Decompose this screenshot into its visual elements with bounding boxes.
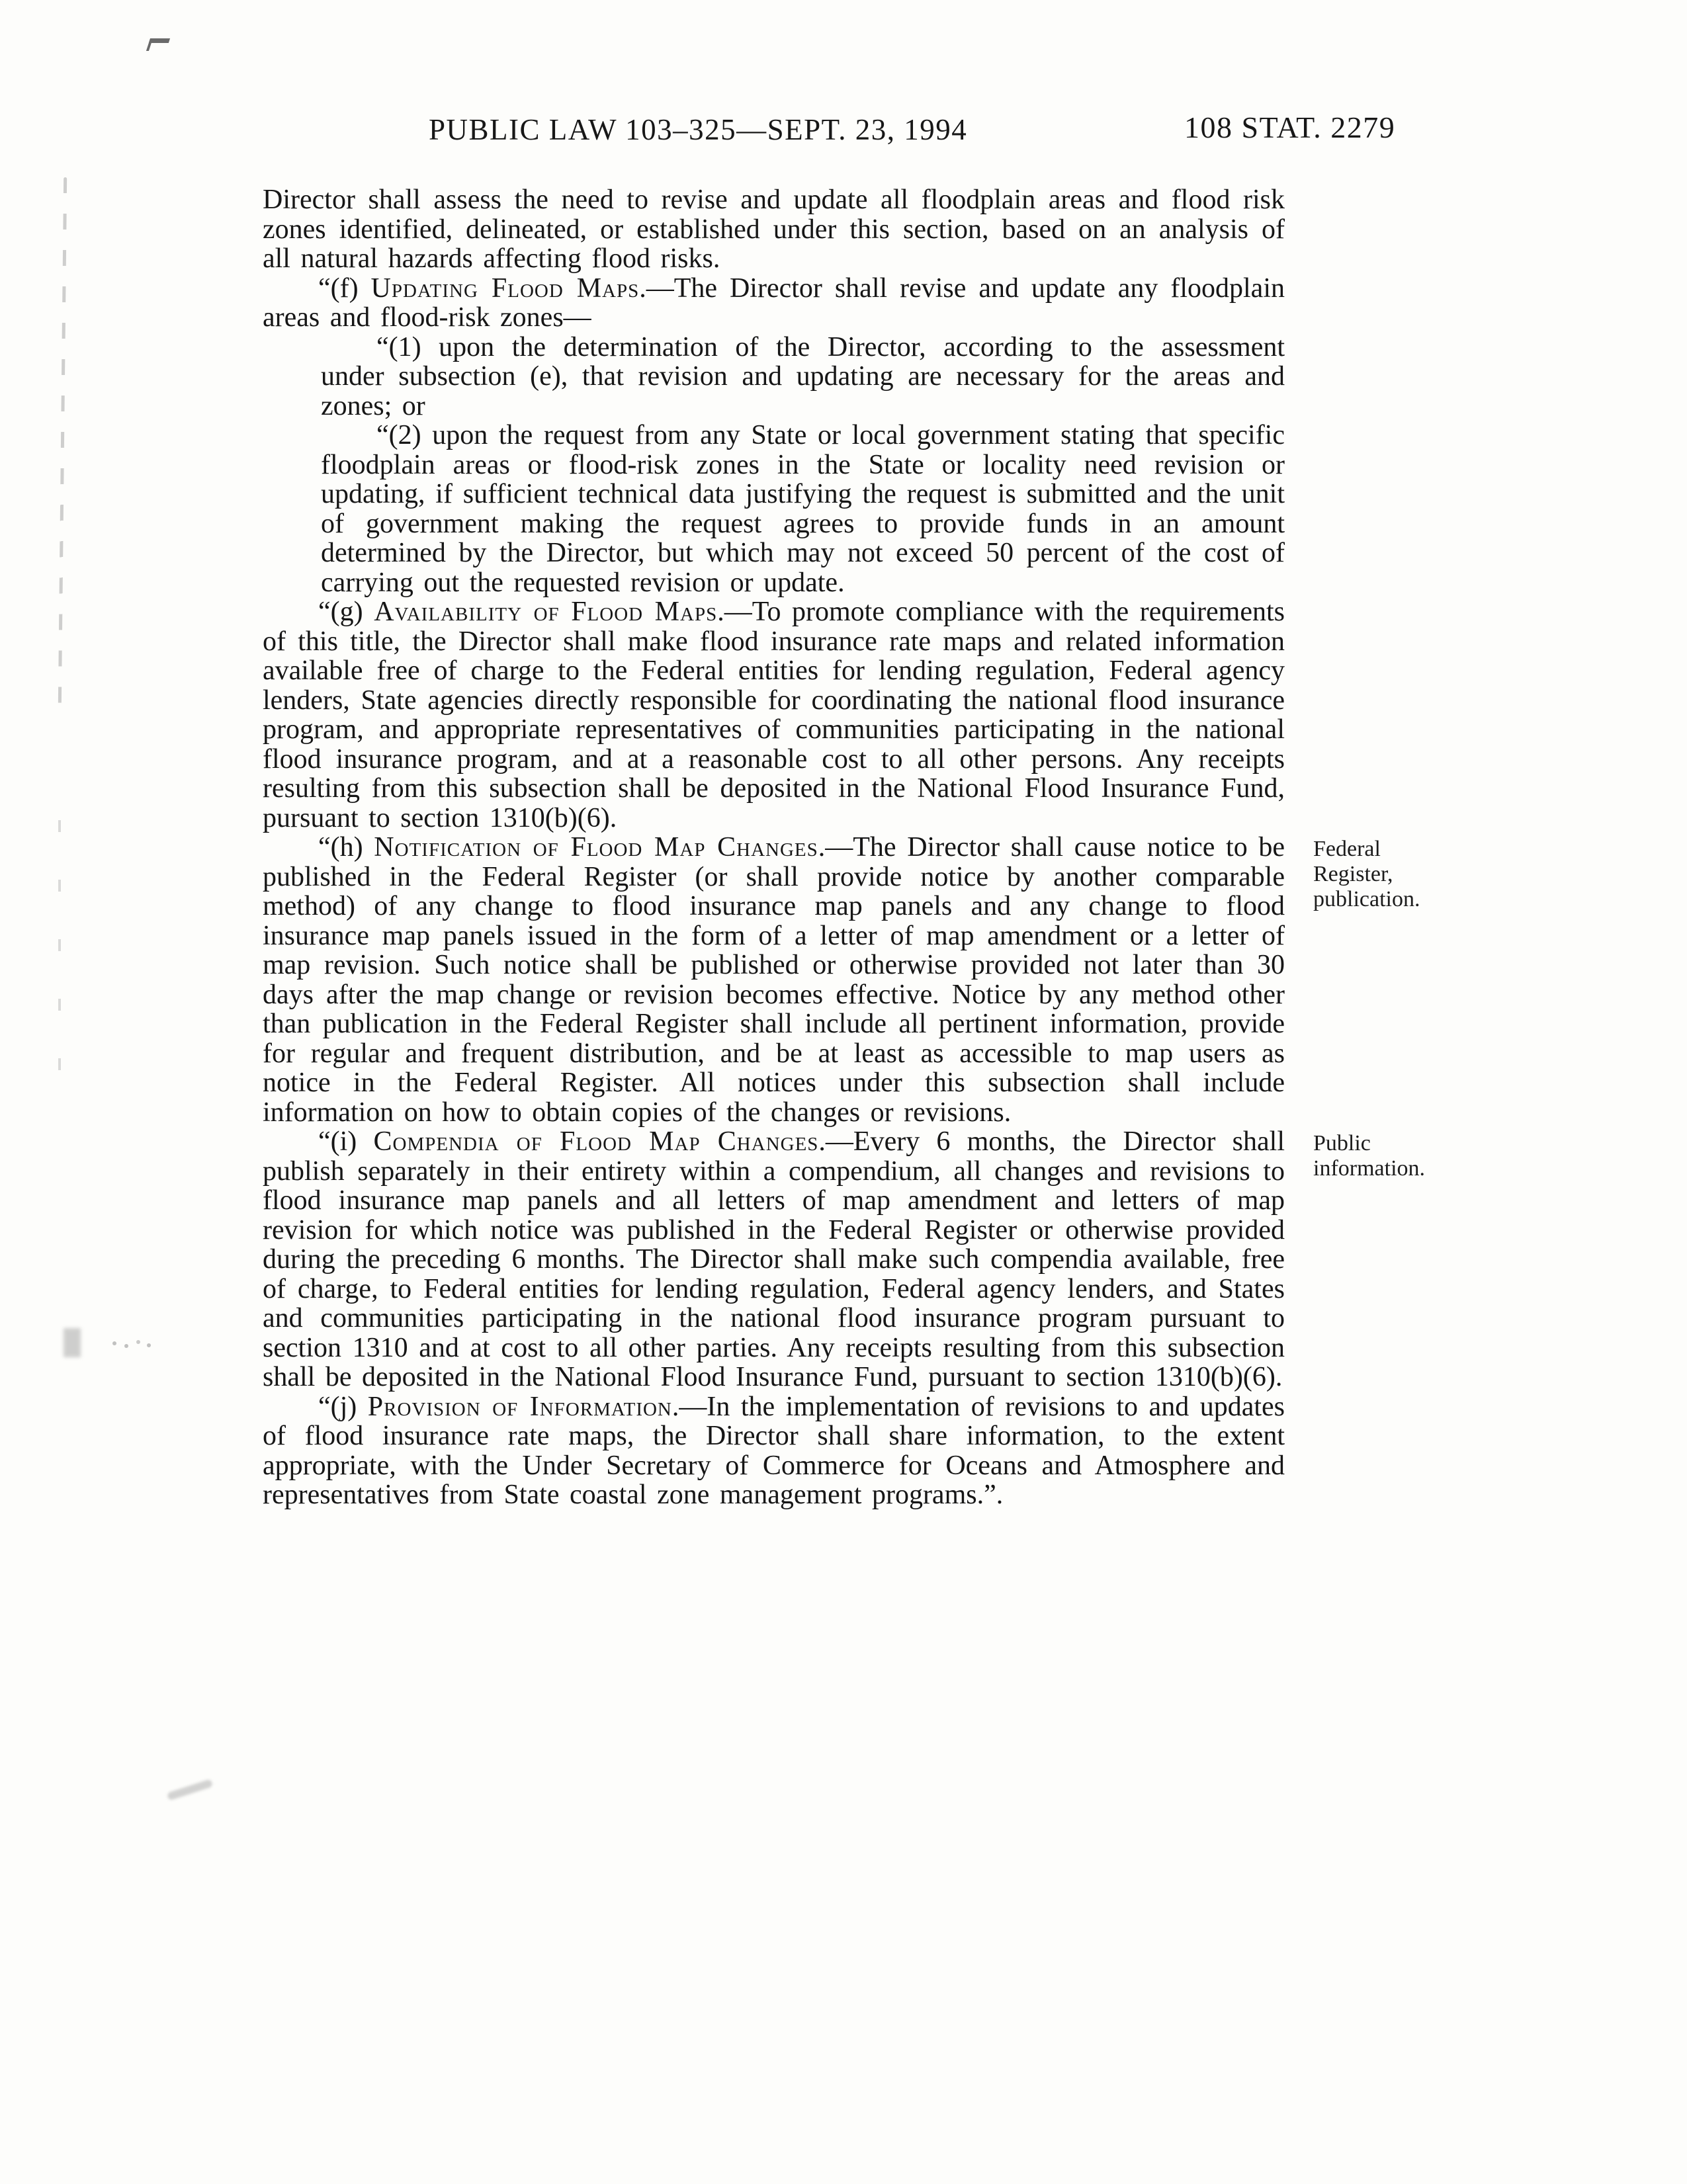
subsection-label: “(h): [318, 832, 374, 862]
running-header-stat: 108 STAT. 2279: [1184, 110, 1396, 144]
scan-artifact-corner-mark: [146, 38, 170, 51]
scan-artifact-pencil-mark: [167, 1779, 213, 1800]
subsection-text: .—The Director shall cause notice to be published in the Federal Register (or shall provide notice by another comparable method) of any change to flood insurance map panels and any change to flood insurance map panels issued in the form of a letter of map amendment or a letter of map revision. Such notice shall be published or otherwise provided not later than 30 days after the map change or revision becomes effective. Notice by any method other than publication in the Federal Register shall include all pertinent information, provide for regular and frequent distribution, and be at least as accessible to map users as notice in the Federal Register. All notices under this subsection shall include information on how to obtain copies of the changes or revisions.: [263, 832, 1285, 1128]
subsection-heading: Notification of Flood Map Changes: [374, 832, 818, 862]
statute-text: [263, 185, 1426, 1510]
subsection-heading: Updating Flood Maps: [370, 273, 640, 304]
clause-text: “(1) upon the determination of the Director, according to the assessment under subsection (e), that revision and updating are necessary for the areas and zones; or: [321, 331, 1285, 421]
paragraph-clause-2: [321, 421, 1285, 597]
subsection-text: .—Every 6 months, the Director shall publish separately in their entirety within a compendium, all changes and revisions to flood insurance map panels and all letters of map amendment and letters of map revision for which notice was published in the Federal Register or otherwise provided during the preceding 6 months. The Director shall make such compendia available, free of charge, to Federal entities for lending regulation, Federal agency lenders, and States and communities participating in the national flood insurance program pursuant to section 1310 and at cost to all other parties. Any receipts resulting from this subsection shall be deposited in the National Flood Insurance Fund, pursuant to section 1310(b)(6).: [263, 1126, 1285, 1392]
paragraph-subsection-j: [263, 1392, 1285, 1510]
paragraph-subsection-f: [263, 274, 1285, 333]
subsection-text: .—In the implementation of revisions to and updates of flood insurance rate maps, the Director shall share information, to the extent appropriate, with the Under Secretary of Commerce for Oceans and Atmosphere and representatives from State coastal zone management programs.”.: [263, 1391, 1285, 1510]
scan-artifact-left-margin: [58, 177, 67, 706]
margin-note-public-information: Public information.: [1313, 1131, 1426, 1181]
subsection-heading: Provision of Information: [367, 1391, 672, 1422]
scan-artifact-left-margin-lower: [58, 820, 61, 1098]
clause-text: “(2) upon the request from any State or local government stating that specific floodplain areas or flood-risk zones in the State or locality need revision or updating, if sufficient technical data justifying the request is submitted and the unit of government making the request agrees to provide funds in an amount determined by the Director, but which may not exceed 50 percent of the cost of carrying out the requested revision or update.: [321, 420, 1285, 598]
subsection-label: “(j): [318, 1391, 368, 1422]
running-header-title: PUBLIC LAW 103–325—SEPT. 23, 1994: [429, 113, 968, 146]
paragraph-text: Director shall assess the need to revise and update all floodplain areas and flood risk zones identified, delineated, or established under this section, based on an analysis of all natural hazards affecting flood risks.: [263, 185, 1285, 274]
subsection-label: “(g): [318, 597, 374, 627]
paragraph-clause-1: [321, 333, 1285, 421]
paragraph-subsection-h: [263, 832, 1420, 1128]
subsection-text: .—The Director shall revise and update any floodplain areas and flood-risk zones—: [263, 273, 1285, 333]
subsection-label: “(f): [318, 273, 371, 304]
subsection-text: .—To promote compliance with the requirements of this title, the Director shall make flood insurance rate maps and related information available free of charge to the Federal entities for lending regulation, Federal agency lenders, State agencies directly responsible for coordinating the national flood insurance program, and appropriate representatives of communities participating in the national flood insurance program, and at a reasonable cost to all other persons. Any receipts resulting from this subsection shall be deposited in the National Flood Insurance Fund, pursuant to section 1310(b)(6).: [263, 597, 1285, 833]
scan-artifact-dots: [112, 1341, 116, 1345]
subsection-heading: Compendia of Flood Map Changes: [373, 1126, 819, 1157]
subsection-heading: Availability of Flood Maps: [374, 597, 718, 627]
scan-artifact-smudge: [64, 1328, 81, 1357]
subsection-label: “(i): [318, 1126, 374, 1157]
paragraph-subsection-i: [263, 1126, 1426, 1392]
margin-note-federal-register: Federal Register, publication.: [1313, 837, 1420, 911]
paragraph-continuation: [263, 185, 1285, 274]
paragraph-subsection-g: [263, 597, 1285, 833]
